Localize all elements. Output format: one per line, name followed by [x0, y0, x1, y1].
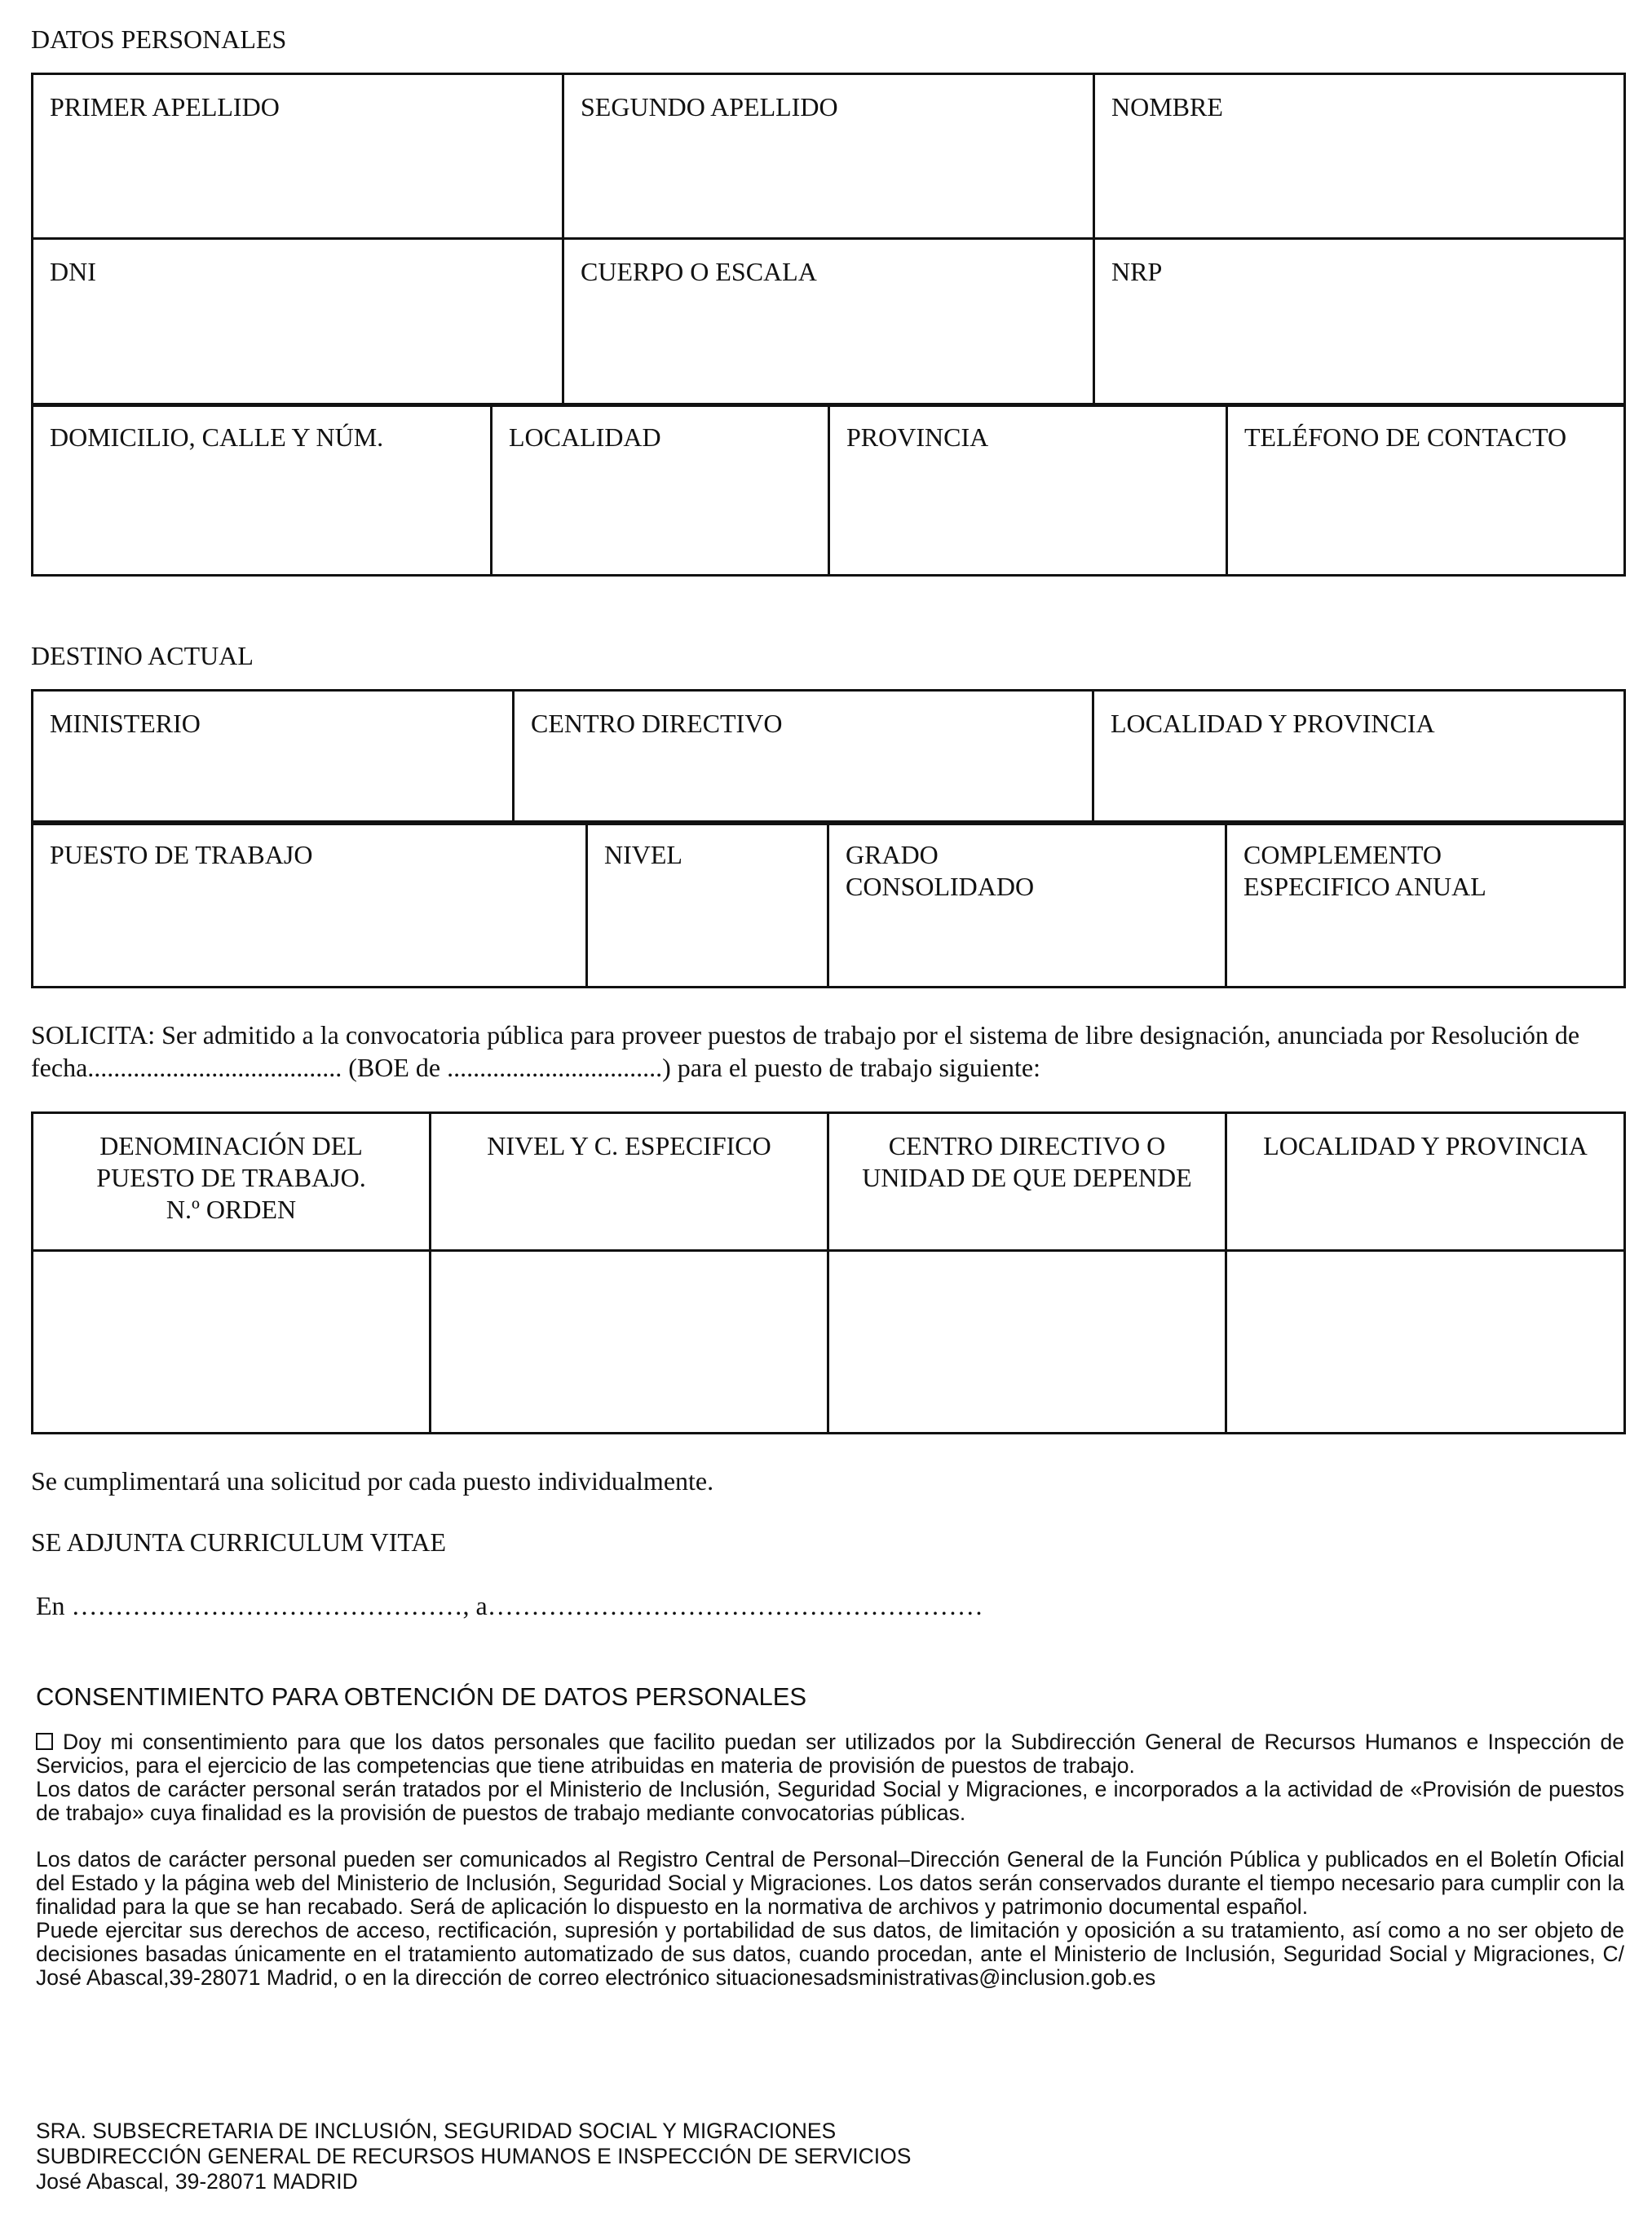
- consentimiento-p3: Puede ejercitar sus derechos de acceso, rectificación, supresión y portabilidad de sus datos, de limitación y oposición a su tratamiento, así como a no ser objeto de decisiones basadas únicamente en el tratamiento automatizado de sus datos, cuando procedan, ante el Ministerio de Inclusión, Seguridad Social y Migraciones, C/ José Abascal,39-28071 Madrid, o en la dirección de correo electrónico situacionesadsministrativas@inclusion.gob.es: [36, 1918, 1624, 1990]
- field-localidad-provincia[interactable]: LOCALIDAD Y PROVINCIA: [1093, 691, 1625, 824]
- field-nombre[interactable]: NOMBRE: [1094, 74, 1625, 239]
- field-grado-consolidado[interactable]: GRADO CONSOLIDADO: [828, 822, 1226, 988]
- datos-personales-table-b: [31, 403, 1626, 577]
- field-cuerpo-escala[interactable]: CUERPO O ESCALA: [563, 239, 1094, 406]
- destinatario-block: [36, 2119, 911, 2194]
- input-localidad-provincia[interactable]: [1226, 1251, 1625, 1434]
- header-centro-directivo: CENTRO DIRECTIVO O UNIDAD DE QUE DEPENDE: [828, 1113, 1226, 1251]
- header-nivel-especifico: NIVEL Y C. ESPECIFICO: [431, 1113, 828, 1251]
- field-puesto-trabajo[interactable]: PUESTO DE TRABAJO: [33, 822, 587, 988]
- destinatario-line2: SUBDIRECCIÓN GENERAL DE RECURSOS HUMANOS E INSPECCIÓN DE SERVICIOS: [36, 2144, 912, 2168]
- curriculum-note: SE ADJUNTA CURRICULUM VITAE: [31, 1527, 446, 1557]
- input-nivel-especifico[interactable]: [431, 1251, 828, 1434]
- field-primer-apellido[interactable]: PRIMER APELLIDO: [33, 74, 563, 239]
- consentimiento-title: CONSENTIMIENTO PARA OBTENCIÓN DE DATOS PERSONALES: [36, 1682, 807, 1711]
- field-segundo-apellido[interactable]: SEGUNDO APELLIDO: [563, 74, 1094, 239]
- header-denominacion: DENOMINACIÓN DEL PUESTO DE TRABAJO. N.º ORDEN: [33, 1113, 431, 1251]
- consentimiento-block: [36, 1730, 1624, 1990]
- input-denominacion[interactable]: [33, 1251, 431, 1434]
- destino-actual-title: DESTINO ACTUAL: [31, 641, 254, 670]
- solicita-paragraph: SOLICITA: Ser admitido a la convocatoria pública para proveer puestos de trabajo por el sistema de libre designación, anunciada por Resolución de fecha....................................... (BOE de .................................) para el puesto de trabajo siguiente:: [31, 1020, 1580, 1082]
- destinatario-line1: SRA. SUBSECRETARIA DE INCLUSIÓN, SEGURIDAD SOCIAL Y MIGRACIONES: [36, 2119, 837, 2143]
- field-centro-directivo[interactable]: CENTRO DIRECTIVO: [514, 691, 1093, 824]
- field-complemento-especifico[interactable]: COMPLEMENTO ESPECIFICO ANUAL: [1226, 822, 1625, 988]
- puesto-solicitado-table: [31, 1111, 1626, 1434]
- datos-personales-title: DATOS PERSONALES: [31, 24, 287, 54]
- field-ministerio[interactable]: MINISTERIO: [33, 691, 514, 824]
- note-una-solicitud: Se cumplimentará una solicitud por cada puesto individualmente.: [31, 1466, 714, 1496]
- field-nivel[interactable]: NIVEL: [587, 822, 828, 988]
- lugar-fecha-line[interactable]: En ………………………………………, a…………………………………………………: [36, 1591, 983, 1620]
- field-localidad[interactable]: LOCALIDAD: [492, 404, 829, 576]
- destino-actual-table-a: [31, 689, 1626, 825]
- header-localidad-provincia: LOCALIDAD Y PROVINCIA: [1226, 1113, 1625, 1251]
- consentimiento-p1: Los datos de carácter personal serán tratados por el Ministerio de Inclusión, Seguridad Social y Migraciones, e incorporados a la actividad de «Provisión de puestos de trabajo» cuya finalidad es la provisión de puestos de trabajo mediante convocatorias públicas.: [36, 1777, 1624, 1825]
- field-domicilio[interactable]: DOMICILIO, CALLE Y NÚM.: [33, 404, 492, 576]
- field-telefono[interactable]: TELÉFONO DE CONTACTO: [1227, 404, 1625, 576]
- field-provincia[interactable]: PROVINCIA: [829, 404, 1227, 576]
- destinatario-line3: José Abascal, 39-28071 MADRID: [36, 2169, 358, 2194]
- consentimiento-p2: Los datos de carácter personal pueden ser comunicados al Registro Central de Personal–Dirección General de la Función Pública y publicados en el Boletín Oficial del Estado y la página web del Ministerio de Inclusión, Seguridad Social y Migraciones. Los datos serán conservados durante el tiempo necesario para cumplir con la finalidad para la que se han recabado. Será de aplicación lo dispuesto en la normativa de archivos y patrimonio documental español.: [36, 1847, 1624, 1919]
- consentimiento-checkbox-text: Doy mi consentimiento para que los datos personales que facilito puedan ser utilizados por la Subdirección General de Recursos Humanos e Inspección de Servicios, para el ejercicio de las competencias que tiene atribuidas en materia de provisión de puestos de trabajo.: [36, 1730, 1624, 1778]
- consentimiento-checkbox-row[interactable]: [36, 1730, 1624, 1778]
- field-nrp[interactable]: NRP: [1094, 239, 1625, 406]
- input-centro-directivo[interactable]: [828, 1251, 1226, 1434]
- datos-personales-table-a: [31, 73, 1626, 407]
- destino-actual-table-b: [31, 820, 1626, 988]
- consent-checkbox[interactable]: [36, 1733, 53, 1750]
- field-dni[interactable]: DNI: [33, 239, 563, 406]
